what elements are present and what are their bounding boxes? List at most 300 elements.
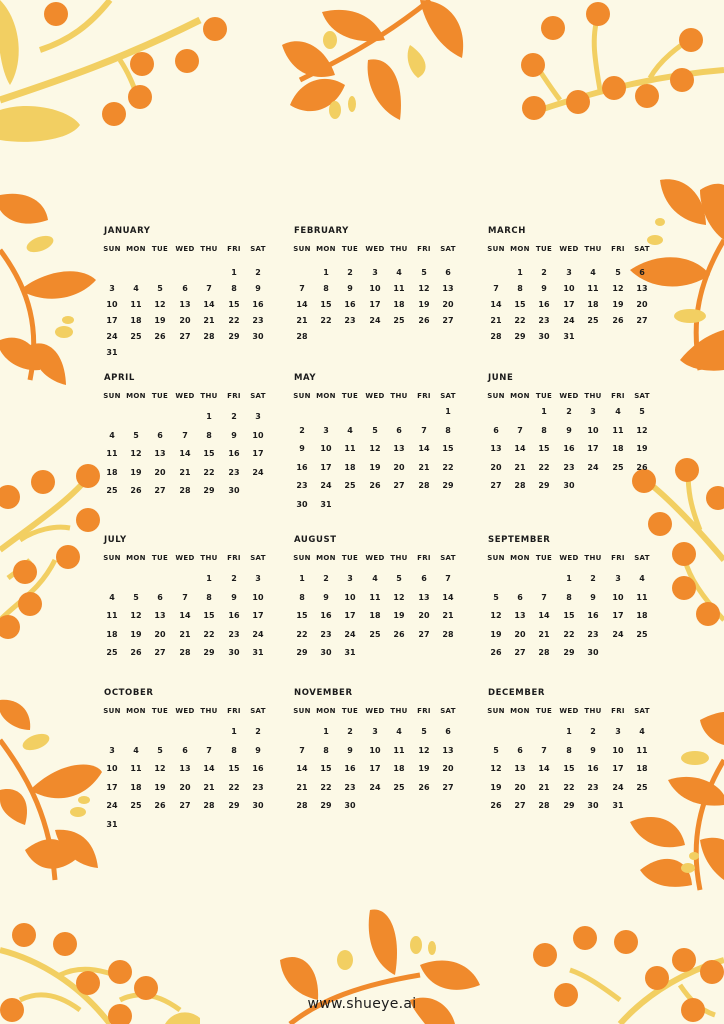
day-cell[interactable]: 4 bbox=[590, 268, 596, 277]
day-cell[interactable]: 29 bbox=[203, 486, 215, 495]
day-cell[interactable]: 17 bbox=[252, 449, 264, 458]
day-cell[interactable]: 10 bbox=[612, 746, 624, 755]
day-cell[interactable]: 21 bbox=[442, 611, 454, 620]
day-cell[interactable]: 26 bbox=[154, 332, 166, 341]
day-cell[interactable]: 14 bbox=[296, 764, 308, 773]
day-cell[interactable]: 12 bbox=[130, 449, 142, 458]
day-cell[interactable]: 9 bbox=[347, 746, 353, 755]
day-cell[interactable]: 22 bbox=[320, 783, 332, 792]
day-cell[interactable]: 31 bbox=[344, 648, 356, 657]
day-cell[interactable]: 18 bbox=[636, 611, 648, 620]
day-cell[interactable]: 9 bbox=[255, 284, 261, 293]
day-cell[interactable]: 17 bbox=[106, 783, 118, 792]
day-cell[interactable]: 18 bbox=[106, 468, 118, 477]
day-cell[interactable]: 19 bbox=[154, 783, 166, 792]
day-cell[interactable]: 3 bbox=[566, 268, 572, 277]
day-cell[interactable]: 1 bbox=[206, 412, 212, 421]
day-cell[interactable]: 14 bbox=[203, 300, 215, 309]
day-cell[interactable]: 17 bbox=[587, 444, 599, 453]
day-cell[interactable]: 10 bbox=[106, 300, 118, 309]
day-cell[interactable]: 1 bbox=[517, 268, 523, 277]
day-cell[interactable]: 6 bbox=[445, 727, 451, 736]
day-cell[interactable]: 20 bbox=[418, 611, 430, 620]
day-cell[interactable]: 21 bbox=[514, 463, 526, 472]
day-cell[interactable]: 10 bbox=[369, 746, 381, 755]
day-cell[interactable]: 6 bbox=[182, 284, 188, 293]
day-cell[interactable]: 13 bbox=[636, 284, 648, 293]
day-cell[interactable]: 6 bbox=[182, 746, 188, 755]
day-cell[interactable]: 20 bbox=[514, 630, 526, 639]
day-cell[interactable]: 8 bbox=[231, 746, 237, 755]
day-cell[interactable]: 29 bbox=[228, 801, 240, 810]
day-cell[interactable]: 12 bbox=[418, 284, 430, 293]
day-cell[interactable]: 18 bbox=[130, 783, 142, 792]
footer-url[interactable]: www.shueye.ai bbox=[307, 996, 417, 1012]
day-cell[interactable]: 5 bbox=[157, 284, 163, 293]
day-cell[interactable]: 22 bbox=[563, 630, 575, 639]
day-cell[interactable]: 21 bbox=[203, 783, 215, 792]
day-cell[interactable]: 21 bbox=[538, 630, 550, 639]
day-cell[interactable]: 8 bbox=[206, 593, 212, 602]
day-cell[interactable]: 28 bbox=[538, 648, 550, 657]
day-cell[interactable]: 3 bbox=[372, 268, 378, 277]
day-cell[interactable]: 15 bbox=[514, 300, 526, 309]
day-cell[interactable]: 18 bbox=[587, 300, 599, 309]
day-cell[interactable]: 16 bbox=[296, 463, 308, 472]
day-cell[interactable]: 19 bbox=[393, 611, 405, 620]
day-cell[interactable]: 7 bbox=[206, 284, 212, 293]
day-cell[interactable]: 6 bbox=[517, 746, 523, 755]
day-cell[interactable]: 17 bbox=[369, 764, 381, 773]
day-cell[interactable]: 15 bbox=[442, 444, 454, 453]
day-cell[interactable]: 15 bbox=[228, 764, 240, 773]
day-cell[interactable]: 28 bbox=[296, 332, 308, 341]
day-cell[interactable]: 30 bbox=[563, 481, 575, 490]
day-cell[interactable]: 15 bbox=[203, 611, 215, 620]
day-cell[interactable]: 28 bbox=[442, 630, 454, 639]
day-cell[interactable]: 25 bbox=[393, 316, 405, 325]
day-cell[interactable]: 1 bbox=[231, 727, 237, 736]
day-cell[interactable]: 19 bbox=[418, 764, 430, 773]
day-cell[interactable]: 3 bbox=[255, 412, 261, 421]
day-cell[interactable]: 20 bbox=[490, 463, 502, 472]
day-cell[interactable]: 14 bbox=[538, 764, 550, 773]
day-cell[interactable]: 24 bbox=[344, 630, 356, 639]
day-cell[interactable]: 28 bbox=[296, 801, 308, 810]
day-cell[interactable]: 14 bbox=[442, 593, 454, 602]
day-cell[interactable]: 10 bbox=[252, 431, 264, 440]
day-cell[interactable]: 29 bbox=[514, 332, 526, 341]
day-cell[interactable]: 30 bbox=[228, 648, 240, 657]
day-cell[interactable]: 24 bbox=[106, 801, 118, 810]
day-cell[interactable]: 30 bbox=[538, 332, 550, 341]
day-cell[interactable]: 27 bbox=[490, 481, 502, 490]
day-cell[interactable]: 6 bbox=[639, 268, 645, 277]
day-cell[interactable]: 12 bbox=[636, 426, 648, 435]
day-cell[interactable]: 29 bbox=[203, 648, 215, 657]
day-cell[interactable]: 1 bbox=[566, 574, 572, 583]
day-cell[interactable]: 27 bbox=[179, 332, 191, 341]
day-cell[interactable]: 27 bbox=[179, 801, 191, 810]
day-cell[interactable]: 24 bbox=[563, 316, 575, 325]
day-cell[interactable]: 31 bbox=[106, 348, 118, 357]
day-cell[interactable]: 13 bbox=[154, 449, 166, 458]
day-cell[interactable]: 5 bbox=[372, 426, 378, 435]
day-cell[interactable]: 14 bbox=[179, 449, 191, 458]
day-cell[interactable]: 31 bbox=[563, 332, 575, 341]
day-cell[interactable]: 24 bbox=[369, 783, 381, 792]
day-cell[interactable]: 19 bbox=[490, 630, 502, 639]
day-cell[interactable]: 9 bbox=[255, 746, 261, 755]
day-cell[interactable]: 12 bbox=[612, 284, 624, 293]
day-cell[interactable]: 20 bbox=[636, 300, 648, 309]
day-cell[interactable]: 8 bbox=[541, 426, 547, 435]
day-cell[interactable]: 7 bbox=[182, 593, 188, 602]
day-cell[interactable]: 16 bbox=[344, 300, 356, 309]
day-cell[interactable]: 23 bbox=[344, 783, 356, 792]
day-cell[interactable]: 20 bbox=[514, 783, 526, 792]
day-cell[interactable]: 20 bbox=[442, 764, 454, 773]
day-cell[interactable]: 3 bbox=[347, 574, 353, 583]
day-cell[interactable]: 14 bbox=[179, 611, 191, 620]
day-cell[interactable]: 16 bbox=[587, 764, 599, 773]
day-cell[interactable]: 11 bbox=[636, 593, 648, 602]
day-cell[interactable]: 27 bbox=[636, 316, 648, 325]
day-cell[interactable]: 13 bbox=[514, 764, 526, 773]
day-cell[interactable]: 28 bbox=[490, 332, 502, 341]
day-cell[interactable]: 26 bbox=[369, 481, 381, 490]
day-cell[interactable]: 18 bbox=[612, 444, 624, 453]
day-cell[interactable]: 12 bbox=[130, 611, 142, 620]
day-cell[interactable]: 9 bbox=[231, 431, 237, 440]
day-cell[interactable]: 17 bbox=[106, 316, 118, 325]
day-cell[interactable]: 9 bbox=[566, 426, 572, 435]
day-cell[interactable]: 11 bbox=[130, 764, 142, 773]
day-cell[interactable]: 6 bbox=[421, 574, 427, 583]
day-cell[interactable]: 29 bbox=[563, 648, 575, 657]
day-cell[interactable]: 10 bbox=[344, 593, 356, 602]
day-cell[interactable]: 21 bbox=[296, 783, 308, 792]
day-cell[interactable]: 22 bbox=[296, 630, 308, 639]
day-cell[interactable]: 3 bbox=[615, 574, 621, 583]
day-cell[interactable]: 8 bbox=[206, 431, 212, 440]
day-cell[interactable]: 21 bbox=[296, 316, 308, 325]
day-cell[interactable]: 6 bbox=[157, 593, 163, 602]
day-cell[interactable]: 3 bbox=[255, 574, 261, 583]
day-cell[interactable]: 7 bbox=[182, 431, 188, 440]
day-cell[interactable]: 23 bbox=[228, 630, 240, 639]
day-cell[interactable]: 10 bbox=[587, 426, 599, 435]
day-cell[interactable]: 17 bbox=[563, 300, 575, 309]
day-cell[interactable]: 23 bbox=[320, 630, 332, 639]
day-cell[interactable]: 22 bbox=[228, 783, 240, 792]
day-cell[interactable]: 2 bbox=[590, 727, 596, 736]
day-cell[interactable]: 20 bbox=[154, 468, 166, 477]
day-cell[interactable]: 11 bbox=[344, 444, 356, 453]
day-cell[interactable]: 15 bbox=[563, 764, 575, 773]
day-cell[interactable]: 29 bbox=[296, 648, 308, 657]
day-cell[interactable]: 23 bbox=[538, 316, 550, 325]
day-cell[interactable]: 30 bbox=[320, 648, 332, 657]
day-cell[interactable]: 2 bbox=[566, 407, 572, 416]
day-cell[interactable]: 26 bbox=[490, 648, 502, 657]
day-cell[interactable]: 21 bbox=[203, 316, 215, 325]
day-cell[interactable]: 1 bbox=[566, 727, 572, 736]
day-cell[interactable]: 16 bbox=[228, 449, 240, 458]
day-cell[interactable]: 31 bbox=[612, 801, 624, 810]
day-cell[interactable]: 7 bbox=[299, 284, 305, 293]
day-cell[interactable]: 30 bbox=[252, 332, 264, 341]
day-cell[interactable]: 29 bbox=[320, 801, 332, 810]
day-cell[interactable]: 14 bbox=[296, 300, 308, 309]
day-cell[interactable]: 5 bbox=[421, 727, 427, 736]
day-cell[interactable]: 16 bbox=[252, 764, 264, 773]
day-cell[interactable]: 6 bbox=[493, 426, 499, 435]
day-cell[interactable]: 25 bbox=[587, 316, 599, 325]
day-cell[interactable]: 28 bbox=[418, 481, 430, 490]
day-cell[interactable]: 12 bbox=[393, 593, 405, 602]
day-cell[interactable]: 13 bbox=[393, 444, 405, 453]
day-cell[interactable]: 4 bbox=[372, 574, 378, 583]
day-cell[interactable]: 2 bbox=[323, 574, 329, 583]
day-cell[interactable]: 12 bbox=[490, 611, 502, 620]
day-cell[interactable]: 28 bbox=[179, 486, 191, 495]
day-cell[interactable]: 30 bbox=[252, 801, 264, 810]
day-cell[interactable]: 13 bbox=[154, 611, 166, 620]
day-cell[interactable]: 13 bbox=[514, 611, 526, 620]
day-cell[interactable]: 4 bbox=[615, 407, 621, 416]
day-cell[interactable]: 23 bbox=[587, 783, 599, 792]
day-cell[interactable]: 22 bbox=[320, 316, 332, 325]
day-cell[interactable]: 1 bbox=[323, 727, 329, 736]
day-cell[interactable]: 1 bbox=[299, 574, 305, 583]
day-cell[interactable]: 25 bbox=[130, 332, 142, 341]
day-cell[interactable]: 4 bbox=[133, 746, 139, 755]
day-cell[interactable]: 14 bbox=[203, 764, 215, 773]
day-cell[interactable]: 31 bbox=[106, 820, 118, 829]
day-cell[interactable]: 22 bbox=[442, 463, 454, 472]
day-cell[interactable]: 20 bbox=[179, 316, 191, 325]
day-cell[interactable]: 17 bbox=[612, 764, 624, 773]
day-cell[interactable]: 3 bbox=[372, 727, 378, 736]
day-cell[interactable]: 26 bbox=[154, 801, 166, 810]
day-cell[interactable]: 10 bbox=[252, 593, 264, 602]
day-cell[interactable]: 16 bbox=[587, 611, 599, 620]
day-cell[interactable]: 25 bbox=[106, 648, 118, 657]
day-cell[interactable]: 18 bbox=[369, 611, 381, 620]
day-cell[interactable]: 8 bbox=[299, 593, 305, 602]
day-cell[interactable]: 9 bbox=[299, 444, 305, 453]
day-cell[interactable]: 24 bbox=[252, 468, 264, 477]
day-cell[interactable]: 25 bbox=[344, 481, 356, 490]
day-cell[interactable]: 22 bbox=[203, 630, 215, 639]
day-cell[interactable]: 3 bbox=[590, 407, 596, 416]
day-cell[interactable]: 28 bbox=[514, 481, 526, 490]
day-cell[interactable]: 19 bbox=[130, 468, 142, 477]
day-cell[interactable]: 19 bbox=[369, 463, 381, 472]
day-cell[interactable]: 8 bbox=[566, 746, 572, 755]
day-cell[interactable]: 16 bbox=[344, 764, 356, 773]
day-cell[interactable]: 25 bbox=[636, 783, 648, 792]
day-cell[interactable]: 26 bbox=[612, 316, 624, 325]
day-cell[interactable]: 31 bbox=[320, 500, 332, 509]
day-cell[interactable]: 18 bbox=[344, 463, 356, 472]
day-cell[interactable]: 6 bbox=[157, 431, 163, 440]
day-cell[interactable]: 5 bbox=[493, 746, 499, 755]
day-cell[interactable]: 21 bbox=[179, 630, 191, 639]
day-cell[interactable]: 16 bbox=[538, 300, 550, 309]
day-cell[interactable]: 24 bbox=[252, 630, 264, 639]
day-cell[interactable]: 6 bbox=[445, 268, 451, 277]
day-cell[interactable]: 22 bbox=[563, 783, 575, 792]
day-cell[interactable]: 7 bbox=[517, 426, 523, 435]
day-cell[interactable]: 25 bbox=[612, 463, 624, 472]
day-cell[interactable]: 16 bbox=[563, 444, 575, 453]
day-cell[interactable]: 4 bbox=[639, 727, 645, 736]
day-cell[interactable]: 10 bbox=[563, 284, 575, 293]
day-cell[interactable]: 15 bbox=[320, 300, 332, 309]
day-cell[interactable]: 9 bbox=[541, 284, 547, 293]
day-cell[interactable]: 2 bbox=[231, 574, 237, 583]
day-cell[interactable]: 12 bbox=[154, 764, 166, 773]
day-cell[interactable]: 26 bbox=[393, 630, 405, 639]
day-cell[interactable]: 30 bbox=[296, 500, 308, 509]
day-cell[interactable]: 27 bbox=[418, 630, 430, 639]
day-cell[interactable]: 15 bbox=[320, 764, 332, 773]
day-cell[interactable]: 4 bbox=[396, 727, 402, 736]
day-cell[interactable]: 16 bbox=[320, 611, 332, 620]
day-cell[interactable]: 26 bbox=[636, 463, 648, 472]
day-cell[interactable]: 31 bbox=[252, 648, 264, 657]
day-cell[interactable]: 7 bbox=[421, 426, 427, 435]
day-cell[interactable]: 2 bbox=[347, 268, 353, 277]
day-cell[interactable]: 12 bbox=[490, 764, 502, 773]
day-cell[interactable]: 24 bbox=[612, 630, 624, 639]
day-cell[interactable]: 22 bbox=[514, 316, 526, 325]
day-cell[interactable]: 25 bbox=[369, 630, 381, 639]
day-cell[interactable]: 24 bbox=[106, 332, 118, 341]
day-cell[interactable]: 8 bbox=[231, 284, 237, 293]
day-cell[interactable]: 26 bbox=[418, 783, 430, 792]
day-cell[interactable]: 5 bbox=[157, 746, 163, 755]
day-cell[interactable]: 2 bbox=[255, 727, 261, 736]
day-cell[interactable]: 6 bbox=[396, 426, 402, 435]
day-cell[interactable]: 4 bbox=[109, 593, 115, 602]
day-cell[interactable]: 1 bbox=[323, 268, 329, 277]
day-cell[interactable]: 13 bbox=[442, 746, 454, 755]
day-cell[interactable]: 1 bbox=[541, 407, 547, 416]
day-cell[interactable]: 27 bbox=[514, 801, 526, 810]
day-cell[interactable]: 29 bbox=[442, 481, 454, 490]
day-cell[interactable]: 15 bbox=[563, 611, 575, 620]
day-cell[interactable]: 23 bbox=[228, 468, 240, 477]
day-cell[interactable]: 23 bbox=[252, 316, 264, 325]
day-cell[interactable]: 9 bbox=[231, 593, 237, 602]
day-cell[interactable]: 21 bbox=[179, 468, 191, 477]
day-cell[interactable]: 16 bbox=[228, 611, 240, 620]
day-cell[interactable]: 19 bbox=[154, 316, 166, 325]
day-cell[interactable]: 11 bbox=[393, 746, 405, 755]
day-cell[interactable]: 30 bbox=[587, 648, 599, 657]
day-cell[interactable]: 5 bbox=[396, 574, 402, 583]
day-cell[interactable]: 18 bbox=[130, 316, 142, 325]
day-cell[interactable]: 13 bbox=[442, 284, 454, 293]
day-cell[interactable]: 27 bbox=[442, 783, 454, 792]
day-cell[interactable]: 23 bbox=[587, 630, 599, 639]
day-cell[interactable]: 3 bbox=[615, 727, 621, 736]
day-cell[interactable]: 9 bbox=[590, 746, 596, 755]
day-cell[interactable]: 11 bbox=[393, 284, 405, 293]
day-cell[interactable]: 27 bbox=[154, 648, 166, 657]
day-cell[interactable]: 25 bbox=[130, 801, 142, 810]
day-cell[interactable]: 5 bbox=[133, 593, 139, 602]
day-cell[interactable]: 2 bbox=[299, 426, 305, 435]
day-cell[interactable]: 8 bbox=[445, 426, 451, 435]
day-cell[interactable]: 10 bbox=[612, 593, 624, 602]
day-cell[interactable]: 23 bbox=[252, 783, 264, 792]
day-cell[interactable]: 4 bbox=[639, 574, 645, 583]
day-cell[interactable]: 23 bbox=[344, 316, 356, 325]
day-cell[interactable]: 5 bbox=[493, 593, 499, 602]
day-cell[interactable]: 15 bbox=[538, 444, 550, 453]
day-cell[interactable]: 27 bbox=[514, 648, 526, 657]
day-cell[interactable]: 6 bbox=[517, 593, 523, 602]
day-cell[interactable]: 30 bbox=[587, 801, 599, 810]
day-cell[interactable]: 11 bbox=[130, 300, 142, 309]
day-cell[interactable]: 20 bbox=[442, 300, 454, 309]
day-cell[interactable]: 20 bbox=[154, 630, 166, 639]
day-cell[interactable]: 27 bbox=[393, 481, 405, 490]
day-cell[interactable]: 21 bbox=[418, 463, 430, 472]
day-cell[interactable]: 4 bbox=[347, 426, 353, 435]
day-cell[interactable]: 28 bbox=[203, 801, 215, 810]
day-cell[interactable]: 28 bbox=[179, 648, 191, 657]
day-cell[interactable]: 2 bbox=[541, 268, 547, 277]
day-cell[interactable]: 24 bbox=[587, 463, 599, 472]
day-cell[interactable]: 10 bbox=[106, 764, 118, 773]
day-cell[interactable]: 10 bbox=[369, 284, 381, 293]
day-cell[interactable]: 23 bbox=[296, 481, 308, 490]
day-cell[interactable]: 11 bbox=[369, 593, 381, 602]
day-cell[interactable]: 18 bbox=[636, 764, 648, 773]
day-cell[interactable]: 25 bbox=[106, 486, 118, 495]
day-cell[interactable]: 1 bbox=[206, 574, 212, 583]
day-cell[interactable]: 3 bbox=[109, 746, 115, 755]
day-cell[interactable]: 4 bbox=[396, 268, 402, 277]
day-cell[interactable]: 13 bbox=[179, 764, 191, 773]
day-cell[interactable]: 8 bbox=[323, 284, 329, 293]
day-cell[interactable]: 19 bbox=[636, 444, 648, 453]
day-cell[interactable]: 22 bbox=[228, 316, 240, 325]
day-cell[interactable]: 5 bbox=[133, 431, 139, 440]
day-cell[interactable]: 5 bbox=[639, 407, 645, 416]
day-cell[interactable]: 23 bbox=[563, 463, 575, 472]
day-cell[interactable]: 3 bbox=[323, 426, 329, 435]
day-cell[interactable]: 18 bbox=[106, 630, 118, 639]
day-cell[interactable]: 7 bbox=[445, 574, 451, 583]
day-cell[interactable]: 11 bbox=[612, 426, 624, 435]
day-cell[interactable]: 27 bbox=[154, 486, 166, 495]
day-cell[interactable]: 17 bbox=[612, 611, 624, 620]
day-cell[interactable]: 7 bbox=[541, 593, 547, 602]
day-cell[interactable]: 2 bbox=[590, 574, 596, 583]
day-cell[interactable]: 18 bbox=[393, 300, 405, 309]
day-cell[interactable]: 2 bbox=[347, 727, 353, 736]
day-cell[interactable]: 20 bbox=[393, 463, 405, 472]
day-cell[interactable]: 21 bbox=[538, 783, 550, 792]
day-cell[interactable]: 21 bbox=[490, 316, 502, 325]
day-cell[interactable]: 20 bbox=[179, 783, 191, 792]
